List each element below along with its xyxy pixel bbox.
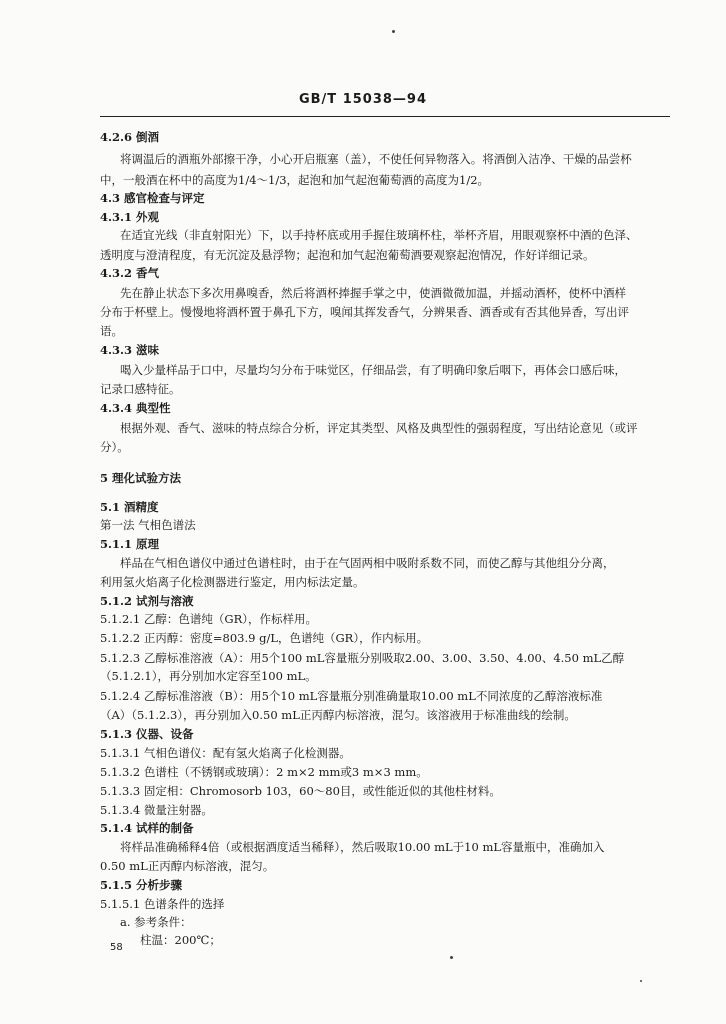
item-5-1-2-2: 5.1.2.2 正丙醇：密度=803.9 g/L，色谱纯（GR），作内标用。 bbox=[100, 631, 429, 645]
paragraph-line: 将样品准确稀释4倍（或根据酒度适当稀释），然后吸取10.00 mL于10 mL容量瓶中，准确加入 bbox=[120, 840, 605, 854]
item-5-1-5-1: 5.1.5.1 色谱条件的选择 bbox=[100, 897, 225, 911]
standard-code-header: GB/T 15038—94 bbox=[298, 92, 428, 107]
scan-speck bbox=[450, 956, 453, 959]
paragraph-line: 透明度与澄清程度，有无沉淀及悬浮物；起泡和加气起泡葡萄酒要观察起泡情况，作好详细记录。 bbox=[100, 248, 595, 262]
section-5-1-3-heading: 5.1.3 仪器、设备 bbox=[100, 727, 194, 741]
section-5-1-1-heading: 5.1.1 原理 bbox=[100, 537, 160, 551]
section-4-3-heading: 4.3 感官检查与评定 bbox=[100, 191, 205, 205]
section-4-3-4-heading: 4.3.4 典型性 bbox=[100, 401, 171, 415]
paragraph-line: 喝入少量样品于口中，尽量均匀分布于味觉区，仔细品尝，有了明确印象后咽下，再体会口感后味， bbox=[120, 363, 626, 377]
section-5-1-2-heading: 5.1.2 试剂与溶液 bbox=[100, 594, 194, 608]
paragraph-line: 柱温：200℃； bbox=[140, 933, 221, 947]
section-5-heading: 5 理化试验方法 bbox=[100, 471, 182, 485]
paragraph-line: 0.50 mL正丙醇内标溶液，混匀。 bbox=[100, 859, 275, 873]
section-4-3-3-heading: 4.3.3 滋味 bbox=[100, 343, 160, 357]
paragraph-line: 根据外观、香气、滋味的特点综合分析，评定其类型、风格及典型性的强弱程度，写出结论意见（或评 bbox=[120, 421, 638, 435]
paragraph-line: 中，一般酒在杯中的高度为1/4～1/3，起泡和加气起泡葡萄酒的高度为1/2。 bbox=[100, 173, 490, 187]
section-5-1-5-heading: 5.1.5 分析步骤 bbox=[100, 878, 183, 892]
paragraph-line: 利用氢火焰离子化检测器进行鉴定，用内标法定量。 bbox=[100, 575, 365, 589]
method-one-heading: 第一法 气相色谱法 bbox=[100, 518, 196, 532]
scan-speck bbox=[392, 30, 395, 33]
paragraph-line: （5.1.2.1），再分别加水定容至100 mL。 bbox=[100, 669, 317, 683]
section-4-3-1-heading: 4.3.1 外观 bbox=[100, 210, 160, 224]
section-5-1-heading: 5.1 酒精度 bbox=[100, 500, 159, 514]
paragraph-line: 语。 bbox=[100, 324, 123, 338]
paragraph-line: 记录口感特征。 bbox=[100, 382, 181, 396]
paragraph-line: 将调温后的酒瓶外部擦干净，小心开启瓶塞（盖），不使任何异物落入。将酒倒入洁净、干燥的品尝杯 bbox=[120, 152, 632, 166]
item-5-1-2-1: 5.1.2.1 乙醇：色谱纯（GR），作标样用。 bbox=[100, 612, 317, 626]
item-5-1-2-3: 5.1.2.3 乙醇标准溶液（A）：用5个100 mL容量瓶分别吸取2.00、3.00、3.50、4.00、4.50 mL乙醇 bbox=[100, 651, 625, 665]
list-item-a: a. 参考条件： bbox=[120, 915, 192, 929]
item-5-1-3-4: 5.1.3.4 微量注射器。 bbox=[100, 803, 213, 817]
paragraph-line: （A）（5.1.2.3），再分别加入0.50 mL正丙醇内标溶液，混匀。该溶液用于标准曲线的绘制。 bbox=[100, 708, 576, 722]
item-5-1-3-3: 5.1.3.3 固定相：Chromosorb 103，60～80目，或性能近似的其他柱材料。 bbox=[100, 784, 501, 798]
item-5-1-3-1: 5.1.3.1 气相色谱仪：配有氢火焰离子化检测器。 bbox=[100, 746, 351, 760]
section-5-1-4-heading: 5.1.4 试样的制备 bbox=[100, 821, 194, 835]
paragraph-line: 分布于杯壁上。慢慢地将酒杯置于鼻孔下方，嗅闻其挥发香气，分辨果香、酒香或有否其他异香，写出评 bbox=[100, 305, 629, 319]
paragraph-line: 先在静止状态下多次用鼻嗅香，然后将酒杯捧握手掌之中，使酒微微加温，并摇动酒杯，使杯中酒样 bbox=[120, 286, 626, 300]
item-5-1-2-4: 5.1.2.4 乙醇标准溶液（B）：用5个10 mL容量瓶分别准确量取10.00 mL不同浓度的乙醇溶液标准 bbox=[100, 689, 603, 703]
paragraph-line: 样品在气相色谱仪中通过色谱柱时，由于在气固两相中吸附系数不同，而使乙醇与其他组分分离， bbox=[120, 556, 615, 570]
section-4-3-2-heading: 4.3.2 香气 bbox=[100, 266, 160, 280]
paragraph-line: 在适宜光线（非直射阳光）下，以手持杯底或用手握住玻璃杯柱，举杯齐眉，用眼观察杯中酒的色泽、 bbox=[120, 228, 638, 242]
paragraph-line: 分）。 bbox=[100, 440, 129, 454]
header-rule bbox=[100, 116, 670, 117]
page-number: 58 bbox=[110, 942, 123, 953]
item-5-1-3-2: 5.1.3.2 色谱柱（不锈钢或玻璃）：2 m×2 mm或3 m×3 mm。 bbox=[100, 765, 428, 779]
section-4-2-6-heading: 4.2.6 倒酒 bbox=[100, 130, 160, 144]
scan-speck bbox=[640, 980, 642, 982]
